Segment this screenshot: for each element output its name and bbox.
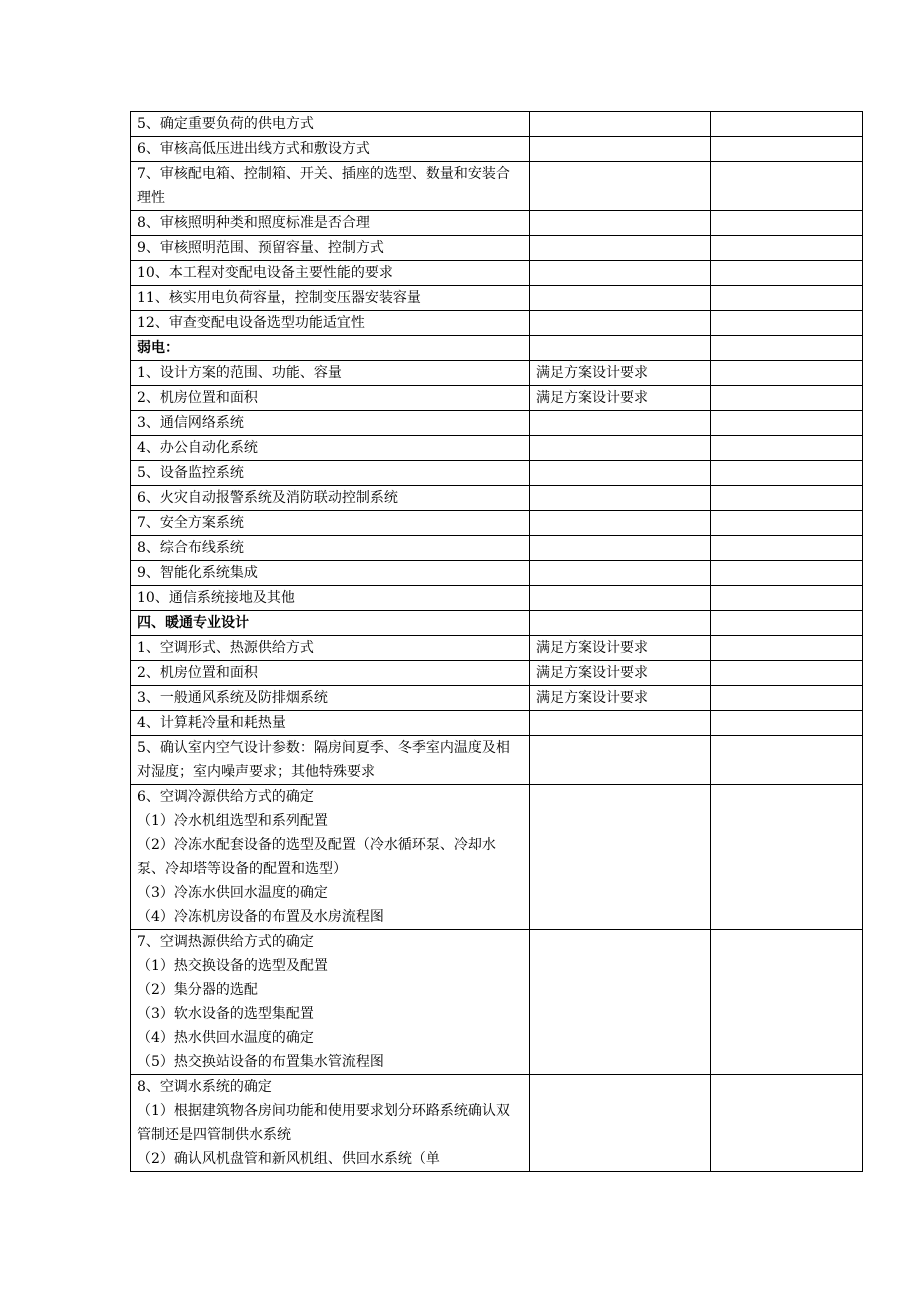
result-cell	[530, 486, 711, 511]
note-cell	[711, 486, 863, 511]
table-row	[131, 286, 863, 311]
result-cell	[530, 336, 711, 361]
item-title: 6、空调冷源供给方式的确定	[137, 789, 314, 805]
item-cell: 11、核实用电负荷容量，控制变压器安装容量	[131, 286, 530, 311]
result-cell: 满足方案设计要求	[530, 386, 711, 411]
section-heading: 弱电：	[131, 336, 530, 361]
item-cell: 12、审查变配电设备选型功能适宜性	[131, 311, 530, 336]
item-cell	[131, 785, 530, 930]
result-cell	[530, 461, 711, 486]
table-row	[131, 711, 863, 736]
result-cell	[530, 112, 711, 137]
note-cell	[711, 211, 863, 236]
table-row	[131, 461, 863, 486]
result-cell	[530, 236, 711, 261]
result-cell	[530, 561, 711, 586]
item-cell	[131, 930, 530, 1075]
note-cell	[711, 661, 863, 686]
note-cell	[711, 736, 863, 785]
table-row	[131, 636, 863, 661]
table-row	[131, 586, 863, 611]
table-row	[131, 785, 863, 930]
result-cell	[530, 511, 711, 536]
table-row	[131, 162, 863, 211]
note-cell	[711, 930, 863, 1075]
note-cell	[711, 112, 863, 137]
result-cell	[530, 785, 711, 930]
result-cell	[530, 1075, 711, 1172]
sub-item: （5）热交换站设备的布置集水管流程图	[137, 1054, 384, 1070]
sub-item: （1）根据建筑物各房间功能和使用要求划分环路系统确认双管制还是四管制供水系统	[137, 1103, 510, 1143]
note-cell	[711, 536, 863, 561]
table-row	[131, 511, 863, 536]
table-row	[131, 386, 863, 411]
result-cell	[530, 162, 711, 211]
item-cell: 6、审核高低压进出线方式和敷设方式	[131, 137, 530, 162]
note-cell	[711, 386, 863, 411]
note-cell	[711, 286, 863, 311]
item-cell: 9、智能化系统集成	[131, 561, 530, 586]
item-cell: 10、通信系统接地及其他	[131, 586, 530, 611]
note-cell	[711, 686, 863, 711]
item-title: 8、空调水系统的确定	[137, 1079, 272, 1095]
sub-item: （4）冷冻机房设备的布置及水房流程图	[137, 909, 384, 925]
item-cell: 6、火灾自动报警系统及消防联动控制系统	[131, 486, 530, 511]
sub-item: （4）热水供回水温度的确定	[137, 1030, 314, 1046]
note-cell	[711, 236, 863, 261]
table-row	[131, 536, 863, 561]
item-cell: 3、一般通风系统及防排烟系统	[131, 686, 530, 711]
item-cell: 8、审核照明种类和照度标准是否合理	[131, 211, 530, 236]
sub-item: （2）集分器的选配	[137, 982, 258, 998]
section-heading: 四、暖通专业设计	[131, 611, 530, 636]
result-cell: 满足方案设计要求	[530, 636, 711, 661]
result-cell	[530, 261, 711, 286]
note-cell	[711, 511, 863, 536]
table-row	[131, 736, 863, 785]
item-cell: 2、机房位置和面积	[131, 661, 530, 686]
note-cell	[711, 137, 863, 162]
sub-item: （1）冷水机组选型和系列配置	[137, 813, 328, 829]
result-cell	[530, 736, 711, 785]
result-cell	[530, 286, 711, 311]
result-cell	[530, 436, 711, 461]
result-cell	[530, 411, 711, 436]
item-title: 7、空调热源供给方式的确定	[137, 934, 314, 950]
item-cell: 9、审核照明范围、预留容量、控制方式	[131, 236, 530, 261]
item-cell: 7、安全方案系统	[131, 511, 530, 536]
table-row	[131, 486, 863, 511]
note-cell	[711, 162, 863, 211]
item-cell: 10、本工程对变配电设备主要性能的要求	[131, 261, 530, 286]
item-cell: 7、审核配电箱、控制箱、开关、插座的选型、数量和安装合理性	[131, 162, 530, 211]
result-cell	[530, 311, 711, 336]
result-cell	[530, 586, 711, 611]
item-cell	[131, 1075, 530, 1172]
result-cell	[530, 711, 711, 736]
table-row	[131, 1075, 863, 1172]
sub-item: （1）热交换设备的选型及配置	[137, 958, 328, 974]
note-cell	[711, 361, 863, 386]
note-cell	[711, 711, 863, 736]
table-row	[131, 311, 863, 336]
sub-item: （3）冷冻水供回水温度的确定	[137, 885, 328, 901]
result-cell	[530, 611, 711, 636]
table-row	[131, 236, 863, 261]
table-row	[131, 561, 863, 586]
note-cell	[711, 785, 863, 930]
note-cell	[711, 586, 863, 611]
result-cell: 满足方案设计要求	[530, 661, 711, 686]
table-row	[131, 930, 863, 1075]
note-cell	[711, 261, 863, 286]
note-cell	[711, 336, 863, 361]
note-cell	[711, 461, 863, 486]
sub-item: （3）软水设备的选型集配置	[137, 1006, 314, 1022]
result-cell	[530, 137, 711, 162]
result-cell	[530, 930, 711, 1075]
note-cell	[711, 311, 863, 336]
item-cell: 8、综合布线系统	[131, 536, 530, 561]
table-row	[131, 661, 863, 686]
item-cell: 4、计算耗冷量和耗热量	[131, 711, 530, 736]
result-cell	[530, 211, 711, 236]
note-cell	[711, 561, 863, 586]
sub-item: （2）确认风机盘管和新风机组、供回水系统（单	[137, 1151, 440, 1167]
table-row	[131, 137, 863, 162]
table-row	[131, 686, 863, 711]
item-cell: 5、确认室内空气设计参数：隔房间夏季、冬季室内温度及相对湿度；室内噪声要求；其他特殊要求	[131, 736, 530, 785]
note-cell	[711, 436, 863, 461]
item-cell: 3、通信网络系统	[131, 411, 530, 436]
note-cell	[711, 636, 863, 661]
table-row	[131, 411, 863, 436]
item-cell: 1、空调形式、热源供给方式	[131, 636, 530, 661]
item-cell: 2、机房位置和面积	[131, 386, 530, 411]
item-cell: 1、设计方案的范围、功能、容量	[131, 361, 530, 386]
sub-item: （2）冷冻水配套设备的选型及配置（冷水循环泵、冷却水泵、冷却塔等设备的配置和选型）	[137, 837, 496, 877]
note-cell	[711, 611, 863, 636]
result-cell: 满足方案设计要求	[530, 361, 711, 386]
section-heading-row	[131, 611, 863, 636]
table-row	[131, 261, 863, 286]
item-cell: 5、设备监控系统	[131, 461, 530, 486]
result-cell: 满足方案设计要求	[530, 686, 711, 711]
section-heading-row	[131, 336, 863, 361]
note-cell	[711, 1075, 863, 1172]
table-row	[131, 436, 863, 461]
table-row	[131, 361, 863, 386]
item-cell: 5、确定重要负荷的供电方式	[131, 112, 530, 137]
item-cell: 4、办公自动化系统	[131, 436, 530, 461]
result-cell	[530, 536, 711, 561]
table-row	[131, 112, 863, 137]
note-cell	[711, 411, 863, 436]
table-row	[131, 211, 863, 236]
review-checklist-table	[130, 111, 863, 1172]
